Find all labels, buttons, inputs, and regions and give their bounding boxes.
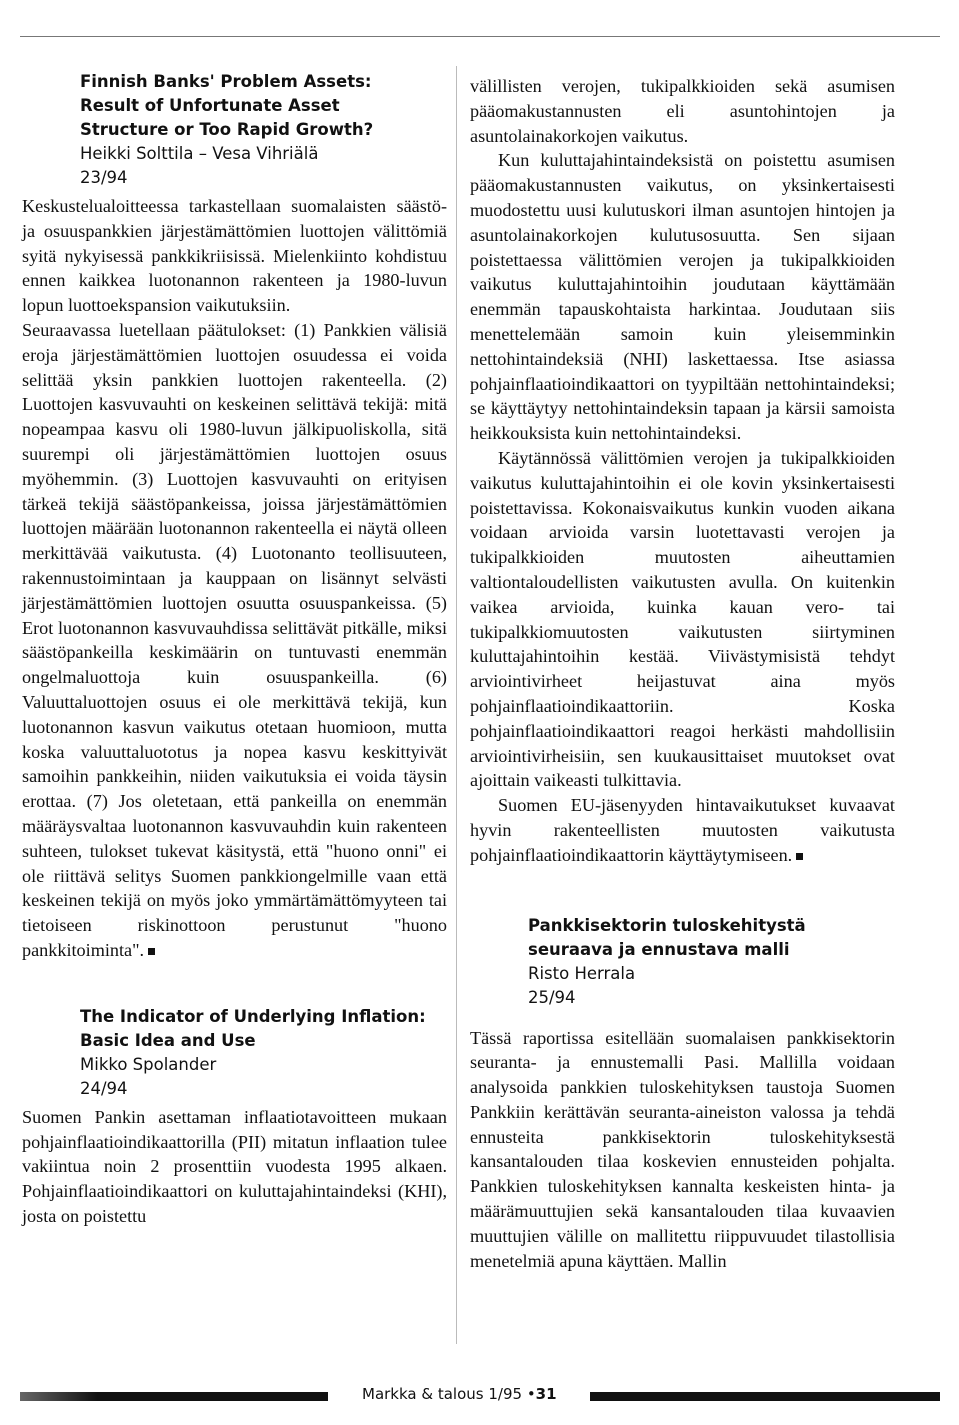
paragraph: Kun kuluttajahintaindeksistä on poistettu asumisen pääomakustannusten vaikutus, on yksinkertaisesti muodostettu uusi kulutuskori ilman asuntojen hintojen ja asuntolainakorkojen kulutusosuutta. Sen sijaan poistettaessa välittömien verojen ja tukipalkkioiden vaikutus kuluttajahintoihin joudutaan käyttämään enemmän tapauskohtaista harkintaa. Joudutaan siis menettelemään samoin kuin yleisemminkin nettohintaindeksiä (NHI) laskettaessa. Itse asiassa pohjainflaatioindikaattori on tyypiltään nettohintaindeksi; se käyttäytyy nettohintaindeksin tapaan ja kärsii samoista heikkouksista kuin nettohintaindeksi. — [470, 150, 895, 444]
end-of-article-mark — [148, 948, 155, 955]
paragraph: välillisten verojen, tukipalkkioiden sekä asumisen pääomakustannusten eli asuntohintojen ja asuntolainakorkojen vaikutus. — [470, 76, 895, 146]
article-title-line: Finnish Banks' Problem Assets: — [80, 72, 372, 91]
paragraph: Käytännössä välittömien verojen ja tukipalkkioiden vaikutus kuluttajahintoihin ei ole kovin yksinkertaisesti poistettavissa. Kokonaisvaikutus kunkin vuoden aikana voidaan arvioida varsin luotettavasti verojen ja tukipalkkioiden muutosten aiheuttamien valtiontaloudellisten vaikutusten avulla. On kuitenkin vaikea arvioida, kuinka kauan vero- tai tukipalkkiomuutosten vaikutusten siirtyminen kuluttajahintoihin kestää. Viivästymisistä tehdyt arviointivirheet heijastuvat aina myös pohjainflaatioindikaattoriin. Koska pohjainflaatioindikaattori reagoi herkästi mahdollisiin arviointivirheisiin, sen kuukausittaiset muutokset ovat ajoittain vaikeasti tulkittavia. — [470, 447, 895, 791]
paragraph: Tässä raportissa esitellään suomalaisen pankkisektorin seuranta- ja ennustemalli Pasi. Mallilla voidaan analysoida pankkien tuloskehityksen taustoja Suomen Pankkiin kerättävän seuranta-aineiston valossa ja tehdä ennusteita pankkisektorin tuloskehityksestä kansantalouden tilaa koskevien ennusteiden pohjalta. Pankkien tuloskehityksen kannalta keskeisten hinta- ja määrämuuttujien sekä kansantalouden tilaa kuvaavien muuttujien välille on mallitettu riippuvuudet tilastollisia menetelmiä apuna käyttäen. Mallin — [470, 1027, 895, 1271]
publication-name: Markka & talous 1/95 — [362, 1385, 523, 1403]
article-number: 23/94 — [80, 168, 128, 187]
footer-bar-left — [20, 1392, 328, 1401]
paragraph: Suomen Pankin asettaman inflaatiotavoitteen mukaan pohjainflaatioindikaattorilla (PII) mitatun inflaation tulee vakiintua noin 2 prosenttiin vuodesta 1995 alkaen. Pohjainflaatioindikaattori on kuluttajahintaindeksi (KHI), josta on poistettu — [22, 1106, 447, 1226]
end-of-article-mark — [796, 853, 803, 860]
article-heading-24-94 — [80, 1005, 447, 1101]
article-author: Heikki Solttila – Vesa Vihriälä — [80, 144, 319, 163]
paragraph: Seuraavassa luetellaan päätulokset: (1) Pankkien välisiä eroja järjestämättömien luottojen osuudessa ei voida selittää yksin pankkien luottojen rakenteella. (2) Luottojen kasvuvauhti on keskeinen selittävä tekijä: mitä nopeampaa kasvu oli 1980-luvun jälkipuoliskolla, sitä suurempi oli järjestämättömien luottojen osuus myöhemmin. (3) Luottojen kasvuvauhti on erityisen tärkeä tekijä säästöpankeissa, joissa järjestämättömien luottojen määrään luotonannon rakenteella ei näytä olleen merkittävää vaikutusta. (4) Luotonanto teollisuuteen, rakennustoimintaan ja kauppaan on lisännyt selvästi järjestämättömien luottojen osuutta osuuspankeissa. (5) Erot luotonannon kasvuvauhdissa selittävät pitkälle, miksi säästöpankeilla keskimäärin on tuntuvasti enemmän ongelmaluottoja kuin osuuspankeilla. (6) Valuuttaluottojen osuus ei ole merkittävä tekijä, kun luotonannon kasvun vaikutus otetaan huomioon, mutta koska valuuttaluototus ja nopea kasvu keskittyivät samoihin pankkeihin, niiden vaikutuksia ei voida täysin erottaa. (7) Jos oletetaan, että pankeilla on enemmän määräysvaltaa luotonannon kasvuvauhdin kuin rakenteen suhteen, tulokset tukevat käsitystä, että "huono onni" ei ole riittävä selitys Suomen pankkiongelmille vaan että keskeinen tekijä on myös joko ymmärtämättömyyteen tai tietoiseen riskinottoon perustunut "huono pankkitoiminta". — [22, 319, 447, 960]
top-rule — [20, 36, 940, 37]
article-heading-25-94 — [528, 914, 895, 1010]
page-number: 31 — [535, 1385, 557, 1403]
article-title-line: seuraava ja ennustava malli — [528, 939, 790, 959]
article-author: Mikko Spolander — [80, 1054, 217, 1074]
article-heading-23-94 — [80, 70, 447, 190]
footer-text — [362, 1385, 557, 1403]
column-divider — [456, 66, 457, 1344]
paragraph: Suomen EU-jäsenyyden hintavaikutukset kuvaavat hyvin rakenteellisten muutosten vaikutusta pohjainflaatioindikaattorin käyttäytymiseen. — [470, 795, 895, 865]
footer-separator: • — [526, 1385, 536, 1403]
footer-bar-right — [590, 1392, 940, 1401]
article-title-line: Pankkisektorin tuloskehitystä — [528, 915, 806, 935]
paragraph: Keskustelualoitteessa tarkastellaan suomalaisten säästö- ja osuuspankkien järjestämättömien luottojen välittömiä syitä nykyisessä pankkikriisissä. Mielenkiinto kohdistuu ennen kaikkea luotonannon rakenteen ja 1980-luvun lopun luottoekspansion vaikutuksiin. — [22, 196, 447, 316]
left-column — [22, 70, 447, 1229]
article-title-line: Basic Idea and Use — [80, 1030, 256, 1050]
article-number: 25/94 — [528, 987, 576, 1007]
article-body-24-94-start — [22, 1105, 447, 1229]
article-title-line: Structure or Too Rapid Growth? — [80, 120, 374, 139]
article-number: 24/94 — [80, 1078, 128, 1098]
article-body-24-94-continued — [470, 74, 895, 868]
article-title-line: The Indicator of Underlying Inflation: — [80, 1006, 426, 1026]
right-column — [470, 74, 895, 1273]
article-title-line: Result of Unfortunate Asset — [80, 96, 340, 115]
article-body-25-94 — [470, 1026, 895, 1274]
page-footer — [20, 1383, 940, 1407]
article-body-23-94 — [22, 194, 447, 963]
article-author: Risto Herrala — [528, 963, 636, 983]
